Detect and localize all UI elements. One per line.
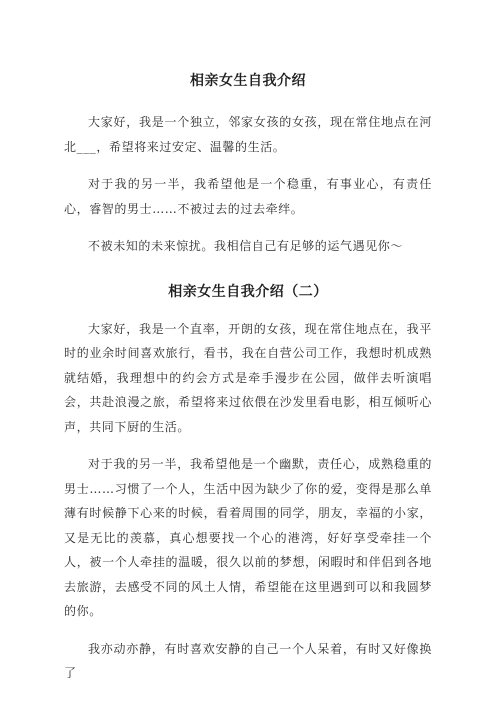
section-title: 相亲女生自我介绍（二）: [168, 283, 328, 300]
paragraph: 不被未知的未来惊扰。我相信自己有足够的运气遇见你～: [88, 239, 404, 253]
section-intro-1: [64, 70, 432, 259]
paragraph: 大家好，我是一个直率，开朗的女孩，现在常住地点在，我平时的业余时间喜欢旅行，看书，我在自营公司工作，我想时机成熟就结婚，我理想中的约会方式是牵手漫步在公园，做伴去听演唱会，共赴浪漫之旅，希望将来过依偎在沙发里看电影，相互倾听心声，共同下厨的生活。: [64, 321, 432, 434]
paragraph: 我亦动亦静，有时喜欢安静的自己一个人呆着，有时又好像换了: [64, 641, 432, 680]
paragraph: 对于我的另一半，我希望他是一个稳重，有事业心，有责任心，睿智的男士……不被过去的过去牵绊。: [64, 177, 432, 216]
paragraph: 大家好，我是一个独立，邻家女孩的女孩，现在常住地点在河北___，希望将来过安定、温馨的生活。: [64, 115, 432, 154]
section-title: 相亲女生自我介绍: [190, 73, 306, 89]
section-intro-2: [64, 281, 432, 686]
paragraph: 对于我的另一半，我希望他是一个幽默，责任心，成熟稳重的男士……习惯了一个人，生活中因为缺少了你的爱，变得是那么单薄有时候静下心来的时候，看着周围的同学，朋友，幸福的小家，又是无比的羡慕，真心想要找一个心的港湾，好好享受牵挂一个人，被一个人牵挂的温暖，很久以前的梦想，闲暇时和伴侣到各地去旅游，去感受不同的风土人情，希望能在这里遇到可以和我圆梦的你。: [64, 457, 432, 618]
